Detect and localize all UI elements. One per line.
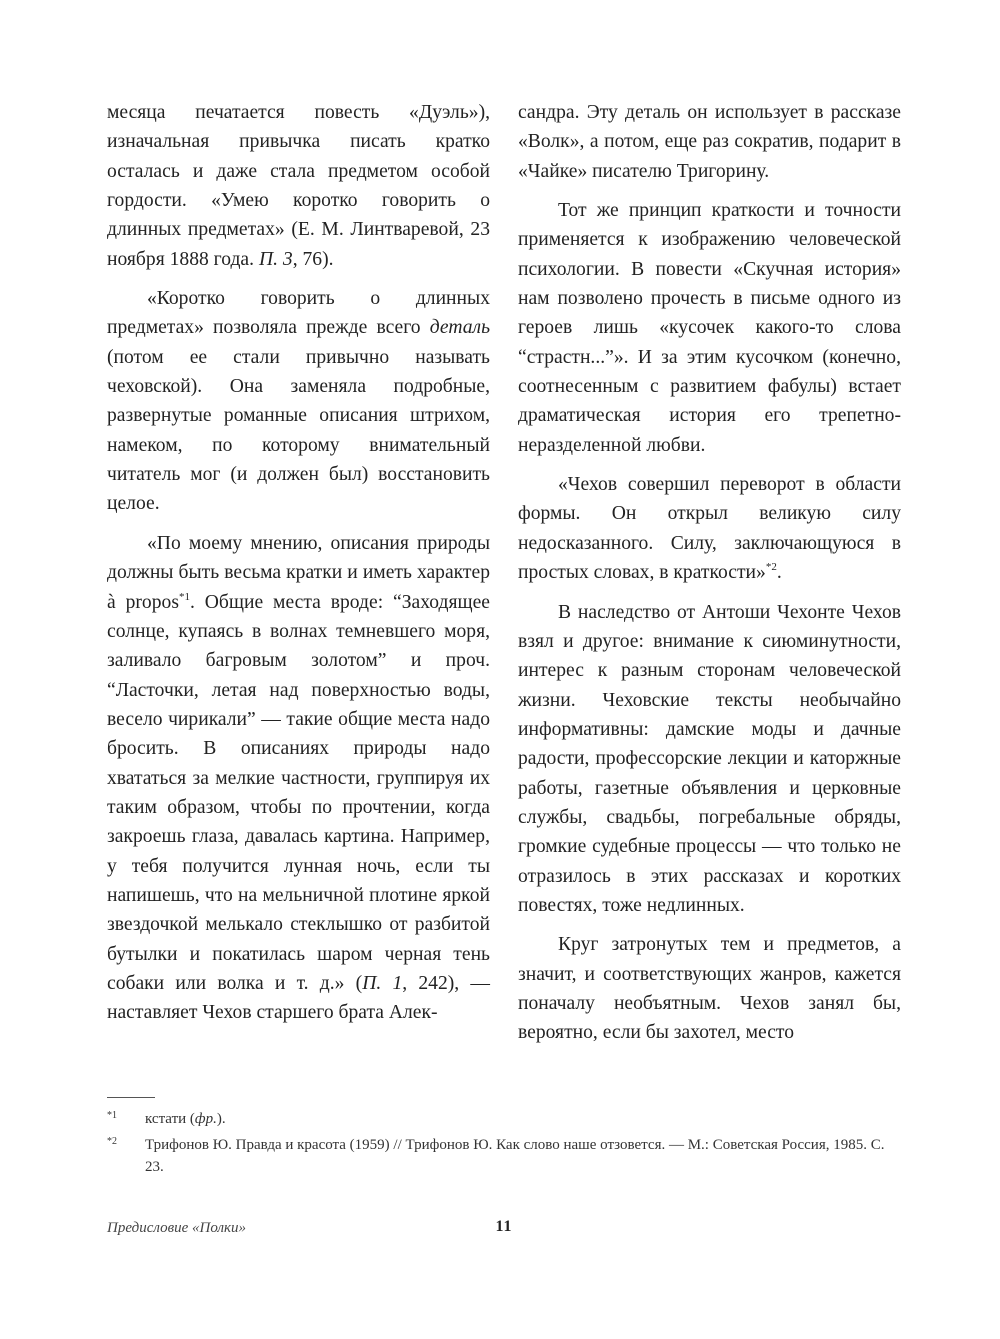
citation-ref: П. 1 [362,972,403,994]
paragraph [518,470,901,587]
right-column [518,98,901,1048]
paragraph [107,529,490,1028]
footnote [107,1108,897,1130]
text-run: . [776,562,782,584]
text-run: «Чехов совершил переворот в области формы. Он открыл великую силу недосказанного. Силу, заключающуюся в простых словах, в краткости» [518,474,901,584]
page-number: 11 [495,1218,513,1235]
citation-ref: П. 3 [258,248,293,270]
footnote-text: Трифонов Ю. Правда и красота (1959) // Трифонов Ю. Как слово наше отзовется. — М.: Советская Россия, 1985. С. 23. [145,1137,885,1175]
footnote-ref[interactable]: *1 [178,590,190,603]
text-run: , 242), — наставляет Чехов старшего брата Алек- [107,972,490,1024]
text-run: месяца печатается повесть «Дуэль»), изначальная привычка писать кратко осталась и даже стала предметом особой гордости. «Умею коротко говорить о длинных предметах» (Е. М. Линтваревой, 23 ноября 1888 года. [107,102,490,270]
footnote-mark: *1 [107,1110,117,1121]
text-run: . Общие места вроде: “Заходящее солнце, купаясь в волнах темневшего моря, заливало багровым золотом” и проч. “Ласточки, летая над поверхностью воды, весело чирикали” — такие общие места надо бросить. В описаниях природы надо хвататься за мелкие частности, группируя их таким образом, чтобы по прочтении, когда закроешь глаза, давалась картина. Например, у тебя получится лунная ночь, если ты напишешь, что на мельничной плотине яркой звездочкой мелькало стеклышко от разбитой бутылки и покатилась шаром черная тень собаки или волка и т. д.» ( [107,591,490,994]
left-column [107,98,490,1028]
footnote-separator [107,1097,155,1098]
paragraph: Круг затронутых тем и предметов, а значит, и соответствующих жанров, кажется поначалу необъятным. Чехов занял бы, вероятно, если бы захотел, место [518,934,901,1044]
footnotes [107,1108,897,1182]
paragraph [107,98,490,274]
emphasis: фр. [194,1111,217,1127]
paragraph [107,284,490,519]
paragraph: В наследство от Антоши Чехонте Чехов взял и другое: внимание к сиюминутности, интерес к разным сторонам человеческой жизни. Чеховские тексты необычайно информативны: дамские моды и дачные радости, профессорские лекции и каторжные работы, газетные объявления и церковные службы, свадьбы, погребальные обряды, громкие судебные процессы — что только не отразилось в этих рассказах и коротких повестях, тоже недлинных. [518,601,901,916]
paragraph: сандра. Эту деталь он использует в рассказе «Волк», а потом, еще раз сократив, подарит в «Чайке» писателю Тригорину. [518,102,901,182]
footnote-ref[interactable]: *2 [765,561,777,574]
text-run: «По моему мнению, описания природы должны быть весьма кратки и иметь характер à propos [107,532,490,613]
footnote-text: кстати ( [145,1111,195,1127]
text-run: (потом ее стали привычно называть чеховской). Она заменяла подробные, развернутые романные описания штрихом, намеком, по которому внимательный читатель мог (и должен был) восстановить целое. [107,346,490,515]
emphasis: деталь [429,317,490,339]
paragraph: Тот же принцип краткости и точности применяется к изображению человеческой психологии. В повести «Скучная история» нам позволено прочесть в письме одного из героев лишь «кусочек какого-то слова “страстн...”». И за этим кусочком (конечно, соотнесенным с развитием фабулы) встает драматическая история его трепетно-неразделенной любви. [518,200,901,456]
text-run: , 76). [292,248,334,270]
text-run: «Коротко говорить о длинных предметах» позволяла прежде всего [107,288,490,339]
footnote-text: ). [216,1111,226,1127]
footnote-mark: *2 [107,1136,117,1147]
footnote [107,1134,897,1178]
running-footer: Предисловие «Полки» [107,1220,247,1236]
